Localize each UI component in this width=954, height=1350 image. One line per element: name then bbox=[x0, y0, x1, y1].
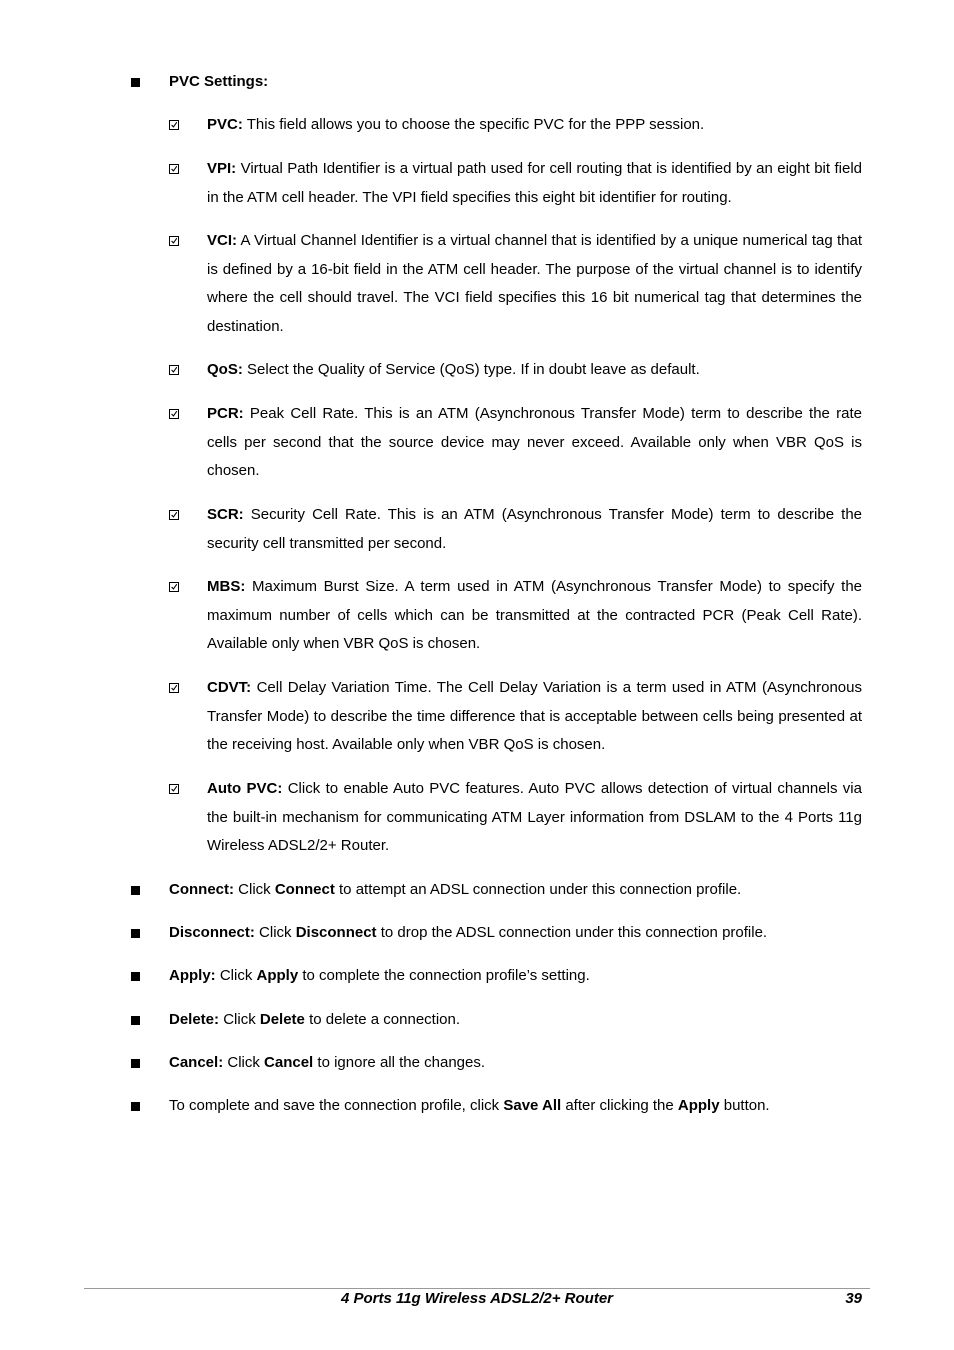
item-qos: QoS: Select the Quality of Service (QoS) type. If in doubt leave as default. bbox=[207, 361, 700, 378]
checkbox-icon bbox=[169, 582, 179, 592]
square-bullet-icon bbox=[131, 886, 140, 895]
page-number: 39 bbox=[845, 1290, 862, 1307]
checkbox-icon bbox=[169, 409, 179, 419]
item-vpi: VPI: Virtual Path Identifier is a virtual path used for cell routing that is identified by an eight bit field in the ATM cell header. The VPI field specifies this eight bit identifier for routing. bbox=[207, 160, 862, 206]
square-bullet-icon bbox=[131, 972, 140, 981]
checkbox-icon bbox=[169, 236, 179, 246]
checkbox-icon bbox=[169, 365, 179, 375]
checkbox-icon bbox=[169, 683, 179, 693]
square-bullet-icon bbox=[131, 1059, 140, 1068]
section-heading: PVC Settings: bbox=[169, 73, 269, 90]
square-bullet-icon bbox=[131, 78, 140, 87]
item-auto-pvc: Auto PVC: Click to enable Auto PVC features. Auto PVC allows detection of virtual channels via the built-in mechanism for communicating ATM Layer information from DSLAM to the 4 Ports 11g Wireless ADSL2/2+ Router. bbox=[207, 780, 862, 855]
bullet-connect: Connect: Click Connect to attempt an ADSL connection under this connection profile. bbox=[169, 881, 742, 898]
item-pvc: PVC: This field allows you to choose the specific PVC for the PPP session. bbox=[207, 116, 705, 133]
bullet-save-all: To complete and save the connection profile, click Save All after clicking the Apply button. bbox=[169, 1097, 770, 1114]
item-vci: VCI: A Virtual Channel Identifier is a virtual channel that is identified by a unique numerical tag that is defined by a 16-bit field in the ATM cell header. The purpose of the virtual channel is to identify where the cell should travel. The VCI field specifies this 16 bit numerical tag that determines the destination. bbox=[207, 232, 862, 336]
bullet-apply: Apply: Click Apply to complete the connection profile’s setting. bbox=[169, 967, 590, 984]
bullet-disconnect: Disconnect: Click Disconnect to drop the ADSL connection under this connection profile. bbox=[169, 924, 768, 941]
item-mbs: MBS: Maximum Burst Size. A term used in ATM (Asynchronous Transfer Mode) to specify the maximum number of cells which can be transmitted at the contracted PCR (Peak Cell Rate). Available only when VBR QoS is chosen. bbox=[207, 578, 862, 653]
item-pcr: PCR: Peak Cell Rate. This is an ATM (Asynchronous Transfer Mode) term to describe the rate cells per second that the source device may never exceed. Available only when VBR QoS is chosen. bbox=[207, 405, 862, 480]
checkbox-icon bbox=[169, 164, 179, 174]
checkbox-icon bbox=[169, 784, 179, 794]
square-bullet-icon bbox=[131, 1102, 140, 1111]
square-bullet-icon bbox=[131, 1016, 140, 1025]
item-cdvt: CDVT: Cell Delay Variation Time. The Cell Delay Variation is a term used in ATM (Asynchronous Transfer Mode) to describe the time difference that is acceptable between cells being presented at the receiving host. Available only when VBR QoS is chosen. bbox=[207, 679, 862, 754]
bullet-delete: Delete: Click Delete to delete a connection. bbox=[169, 1011, 461, 1028]
checkbox-icon bbox=[169, 510, 179, 520]
item-scr: SCR: Security Cell Rate. This is an ATM (Asynchronous Transfer Mode) term to describe the security cell transmitted per second. bbox=[207, 506, 862, 552]
bullet-cancel: Cancel: Click Cancel to ignore all the changes. bbox=[169, 1054, 486, 1071]
footer-title: 4 Ports 11g Wireless ADSL2/2+ Router bbox=[340, 1290, 614, 1307]
square-bullet-icon bbox=[131, 929, 140, 938]
checkbox-icon bbox=[169, 120, 179, 130]
